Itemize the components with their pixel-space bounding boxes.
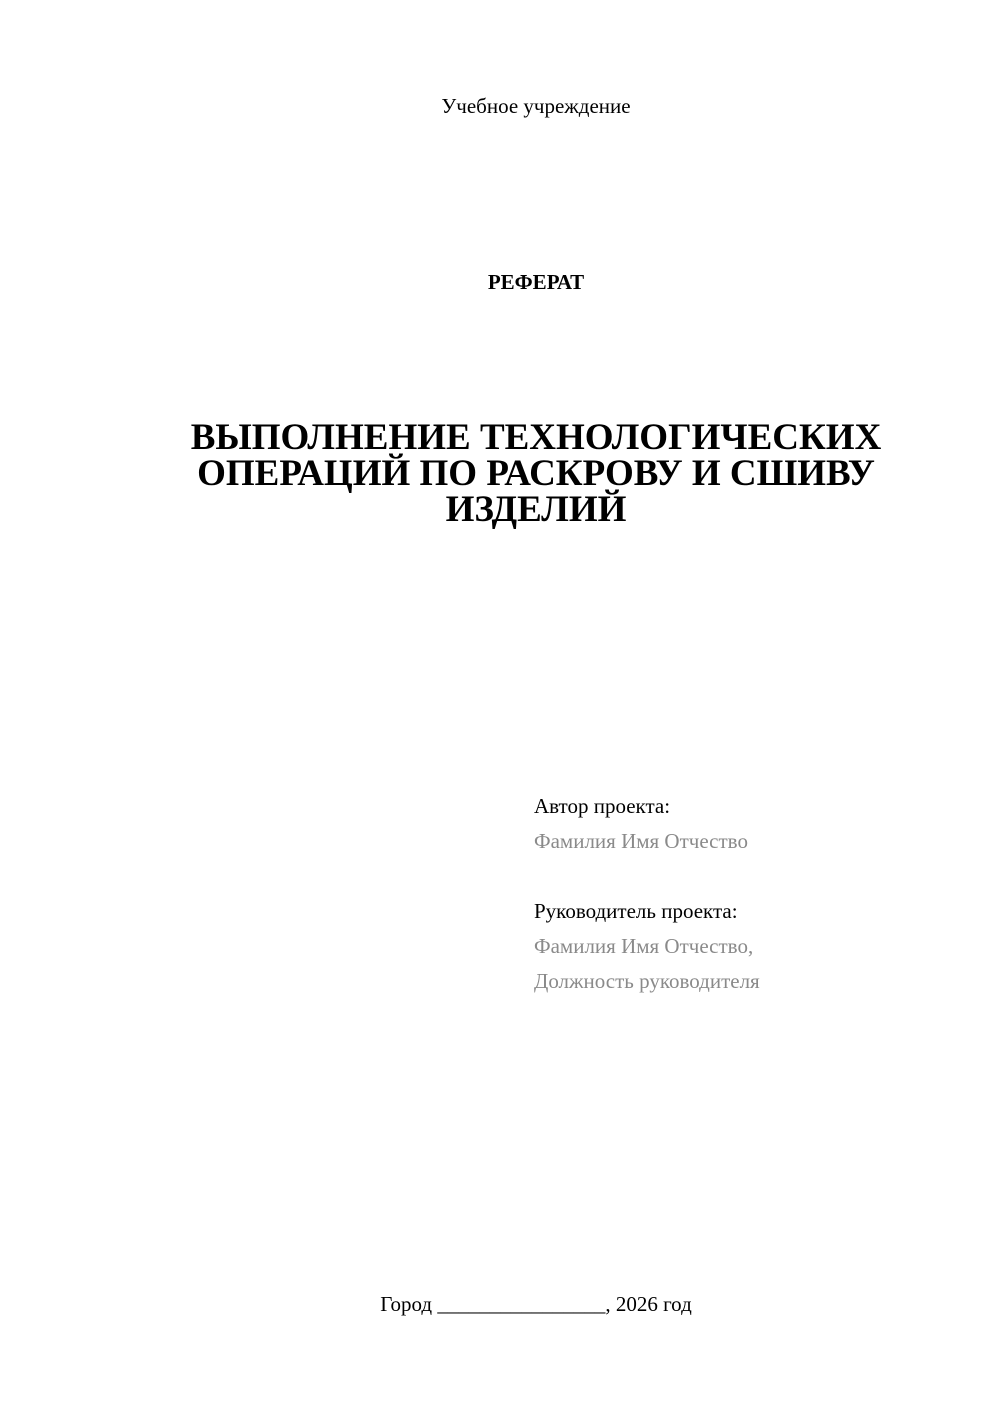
supervisor-name: Фамилия Имя Отчество,: [534, 934, 754, 958]
supervisor-position: Должность руководителя: [534, 969, 760, 993]
city-year-line: Город ________________, 2026 год: [380, 1292, 692, 1316]
institution-name: Учебное учреждение: [441, 94, 631, 118]
title-line: ВЫПОЛНЕНИЕ ТЕХНОЛОГИЧЕСКИХ: [190, 417, 882, 458]
title-line: ОПЕРАЦИЙ ПО РАСКРОВУ И СШИВУ: [197, 453, 875, 494]
spacer: [534, 859, 974, 894]
supervisor-label: Руководитель проекта:: [534, 899, 738, 923]
credits-block: [534, 789, 974, 999]
document-type: РЕФЕРАТ: [487, 270, 585, 294]
document-title: [150, 417, 922, 530]
title-line: ИЗДЕЛИЙ: [445, 489, 627, 530]
author-label: Автор проекта:: [534, 794, 671, 818]
author-name: Фамилия Имя Отчество: [534, 829, 748, 853]
